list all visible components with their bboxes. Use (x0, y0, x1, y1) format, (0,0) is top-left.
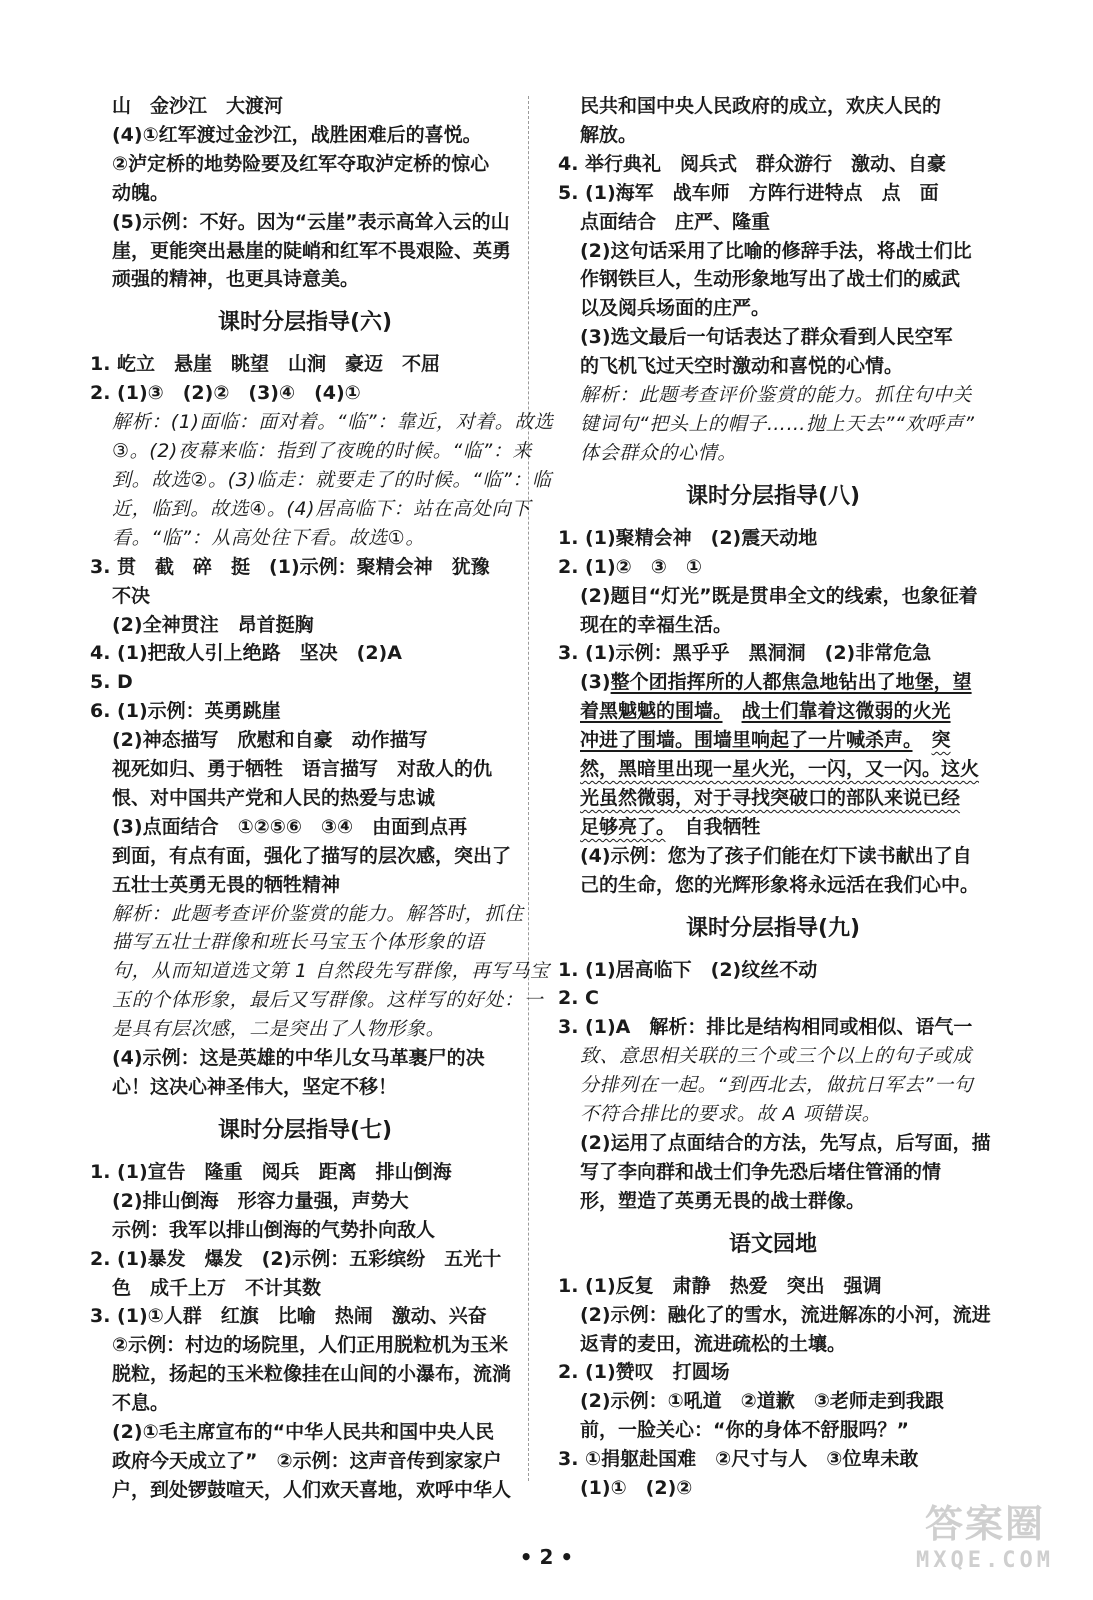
wavy-underlined-sentence: 然，黑暗里出现一星火光，一闪，又一闪。这火 (580, 758, 980, 781)
answer-line: (4)示例：这是英雄的中华儿女马革裹尸的决 (112, 1047, 485, 1070)
analysis-line: 描写五壮士群像和班长马宝玉个体形象的语 (112, 931, 485, 954)
answer-line: 示例：我军以排山倒海的气势扑向敌人 (112, 1218, 436, 1241)
analysis-line: 看。“临”：从高处往下看。故选①。 (112, 526, 425, 549)
answer-line (558, 697, 988, 726)
analysis-line: 致、意思相关联的三个或三个以上的句子或成 (580, 1045, 973, 1068)
answer-line: 崖，更能突出悬崖的陡峭和红军不畏艰险、英勇 (112, 239, 512, 262)
watermark-logo (885, 1500, 1085, 1600)
answer-line: 点面结合 庄严、隆重 (580, 210, 771, 233)
analysis-line: 解析：(1)面临：面对着。“临”：靠近，对着。故选 (112, 411, 554, 434)
answer-line: 山 金沙江 大渡河 (112, 95, 284, 117)
answer-line: 前，一脸关心：“你的身体不舒服吗？” (580, 1419, 909, 1442)
section-heading-6: 课时分层指导(六) (217, 310, 393, 336)
answer-line: 4. 举行典礼 阅兵式 群众游行 激动、自豪 (558, 152, 947, 175)
analysis-line: 键词句“把头上的帽子……抛上天去”“欢呼声” (580, 412, 975, 435)
answer-line: 5. D (90, 671, 133, 694)
underlined-sentence: 冲进了围墙。围墙里响起了一片喊杀声。 (580, 729, 913, 752)
answer-line: 2. C (558, 987, 599, 1010)
answer-line: 动魄。 (112, 181, 170, 204)
wavy-underlined-sentence: 突 (931, 729, 951, 752)
analysis-line: 解析：此题考查评价鉴赏的能力。抓住句中关 (580, 384, 973, 407)
answer-line (558, 1013, 988, 1042)
analysis-line: 到。故选②。(3)临走：就要走了的时候。“临”：临 (112, 468, 552, 491)
answer-line: 3. 贯 截 碎 挺 (1)示例：聚精会神 犹豫 (90, 555, 490, 578)
underlined-sentence: 战士们靠着这微弱的火光 (741, 700, 951, 723)
answer-line: 1. (1)聚精会神 (2)震天动地 (558, 526, 818, 549)
answer-line: (2)示例：融化了的雪水，流进解冻的小河，流进 (580, 1303, 991, 1326)
answer-line: ②示例：村边的场院里，人们正用脱粒机为玉米 (112, 1334, 509, 1357)
analysis-line: 解析：此题考查评价鉴赏的能力。解答时，抓住 (112, 902, 524, 925)
answer-line: (1)① (2)② (580, 1477, 693, 1500)
underlined-sentence: 整个团指挥所的人都焦急地钻出了地堡，望 (610, 671, 972, 694)
answer-line: 己的生命，您的光辉形象将永远活在我们心中。 (580, 873, 980, 896)
sub-label: (3) (580, 671, 611, 694)
answer-line (558, 668, 988, 697)
answer-line: (2)这句话采用了比喻的修辞手法，将战士们比 (580, 239, 972, 262)
answer-line: 现在的幸福生活。 (580, 613, 733, 636)
section-heading-9: 课时分层指导(九) (685, 915, 861, 941)
answer-line: 到面，有点有面，强化了描写的层次感，突出了 (112, 844, 512, 867)
answer-line: 色 成千上万 不计其数 (112, 1276, 322, 1299)
column-divider (528, 96, 529, 1481)
analysis-line: 体会群众的心情。 (580, 441, 737, 464)
answer-line: 形，塑造了英勇无畏的战士群像。 (580, 1189, 866, 1212)
answer-line: 2. (1)② ③ ① (558, 555, 702, 578)
analysis-line: 不符合排比的要求。故 A 项错误。 (580, 1103, 882, 1126)
wavy-underlined-sentence: 足够亮了。 (580, 815, 666, 838)
answer-line: 作钢铁巨人，生动形象地写出了战士们的威武 (580, 268, 961, 291)
answer-line: 不息。 (112, 1392, 170, 1415)
analysis-line: ③。(2)夜幕来临：指到了夜晚的时候。“临”：来 (112, 440, 533, 463)
answer-line (558, 784, 988, 813)
answer-line: (3)点面结合 ①②⑤⑥ ③④ 由面到点再 (112, 815, 468, 838)
underlined-sentence: 着黑魆魆的围墙。 (580, 700, 723, 723)
answer-line (558, 726, 988, 755)
answer-line: 解放。 (580, 123, 638, 146)
section-heading-garden: 语文园地 (728, 1231, 817, 1257)
answer-line: 3. (1)①人群 红旗 比喻 热闹 激动、兴奋 (90, 1305, 487, 1328)
page-number: • 2 • (519, 1545, 574, 1569)
answer-line: 写了李向群和战士们争先恐后堵住管涌的情 (580, 1160, 942, 1183)
section-heading-7: 课时分层指导(七) (217, 1117, 393, 1143)
answer-line: (5)示例：不好。因为“云崖”表示高耸入云的山 (112, 210, 510, 233)
answer-line: 民共和国中央人民政府的成立，欢庆人民的 (580, 95, 942, 117)
answer-line: (2)①毛主席宣布的“中华人民共和国中央人民 (112, 1421, 495, 1444)
analysis-line: 近，临到。故选④。(4)居高临下：站在高处向下 (112, 497, 531, 520)
answer-line: 2. (1)③ (2)② (3)④ (4)① (90, 382, 361, 405)
answer-line: 政府今天成立了” ②示例：这声音传到家家户 (112, 1449, 502, 1472)
answer-line: 返青的麦田，流进疏松的土壤。 (580, 1332, 847, 1355)
answer-line: 恨、对中国共产党和人民的热爱与忠诚 (112, 786, 436, 809)
answer-line: 1. 屹立 悬崖 眺望 山涧 豪迈 不屈 (90, 353, 441, 376)
answer-line: 6. (1)示例：英勇跳崖 (90, 700, 281, 723)
answer-line: 1. (1)宣告 隆重 阅兵 距离 排山倒海 (90, 1160, 452, 1183)
answer-line: 五壮士英勇无畏的牺牲精神 (112, 873, 341, 896)
answer-line: (3)选文最后一句话表达了群众看到人民空军 (580, 326, 953, 349)
answer-line: (2)神态描写 欣慰和自豪 动作描写 (112, 729, 428, 752)
answer-line: 以及阅兵场面的庄严。 (580, 297, 771, 320)
watermark-text: 答案圈 (924, 1502, 1045, 1546)
answer-line: (2)排山倒海 形容力量强，声势大 (112, 1189, 409, 1212)
left-column (90, 92, 554, 1505)
analysis-text: 解析：排比是结构相同或相似、语气一 (649, 1016, 973, 1039)
answer-line: (2)题目“灯光”既是贯串全文的线索，也象征着 (580, 584, 978, 607)
right-column (558, 92, 991, 1503)
answer-line: 2. (1)赞叹 打圆场 (558, 1361, 730, 1384)
answer-line: (4)示例：您为了孩子们能在灯下读书献出了自 (580, 844, 972, 867)
answer-line: 顽强的精神，也更具诗意美。 (112, 268, 360, 291)
answer-line: 心！这决心神圣伟大，坚定不移！ (112, 1076, 398, 1098)
answer-line: 2. (1)暴发 爆发 (2)示例：五彩缤纷 五光十 (90, 1247, 502, 1270)
wavy-underlined-sentence: 光虽然微弱，对于寻找突破口的部队来说已经 (580, 786, 961, 809)
answer-line: 1. (1)反复 肃静 热爱 突出 强调 (558, 1274, 882, 1297)
answer-line: ②泸定桥的地势险要及红军夺取泸定桥的惊心 (112, 152, 490, 175)
answer-line: 1. (1)居高临下 (2)纹丝不动 (558, 958, 818, 981)
answer-text: 自我牺牲 (684, 815, 761, 838)
answer-line (558, 755, 988, 784)
answer-line: 户，到处锣鼓喧天，人们欢天喜地，欢呼中华人 (112, 1478, 512, 1501)
answer-line: 3. ①捐躯赴国难 ②尺寸与人 ③位卑未敢 (558, 1448, 919, 1471)
analysis-line: 句，从而知道选文第 1 自然段先写群像，再写马宝 (112, 960, 550, 983)
answer-line: (2)运用了点面结合的方法，先写点，后写面，描 (580, 1132, 991, 1154)
analysis-line: 分排列在一起。“到西北去，做抗日军去”一句 (580, 1074, 974, 1097)
answer-line: 脱粒，扬起的玉米粒像挂在山间的小瀑布，流淌 (112, 1363, 512, 1386)
answer-line: 的飞机飞过天空时激动和喜悦的心情。 (580, 355, 904, 378)
answer-line: (4)①红军渡过金沙江，战胜困难后的喜悦。 (112, 123, 482, 146)
answer-line: (2)全神贯注 昂首挺胸 (112, 613, 314, 636)
analysis-line: 是具有层次感，二是突出了人物形象。 (112, 1018, 446, 1041)
answer-line (558, 813, 988, 842)
answer-line: 3. (1)示例：黑乎乎 黑洞洞 (2)非常危急 (558, 642, 932, 665)
watermark-url: MXQE.COM (916, 1548, 1054, 1573)
answer-line: (2)示例：①吼道 ②道歉 ③老师走到我跟 (580, 1390, 944, 1413)
answer-line: 5. (1)海军 战车师 方阵行进特点 点 面 (558, 181, 939, 204)
section-heading-8: 课时分层指导(八) (685, 483, 861, 509)
answer-text: 3. (1)A (558, 1016, 650, 1039)
analysis-line: 玉的个体形象，最后又写群像。这样写的好处：一 (112, 989, 544, 1012)
answer-line: 不决 (112, 584, 151, 607)
answer-line: 视死如归、勇于牺牲 语言描写 对敌人的仇 (112, 758, 493, 781)
answer-line: 4. (1)把敌人引上绝路 坚决 (2)A (90, 642, 402, 665)
